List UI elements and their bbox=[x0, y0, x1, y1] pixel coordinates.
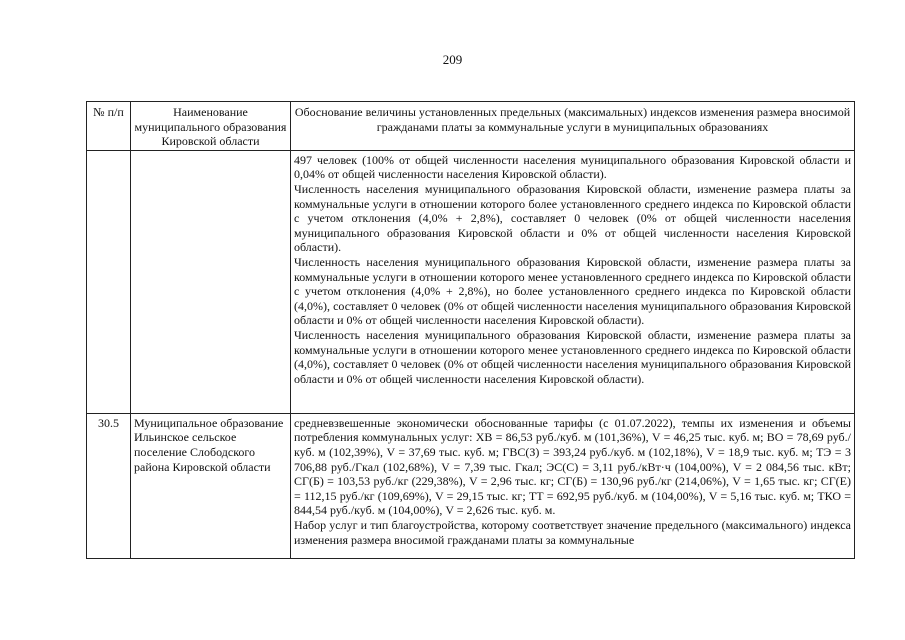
row-justification bbox=[291, 413, 855, 558]
header-justification: Обоснование величины установленных предельных (максимальных) индексов изменения размера вносимой гражданами платы за коммунальные услуги в муниципальных образованиях bbox=[291, 102, 855, 151]
paragraph: Набор услуг и тип благоустройства, которому соответствует значение предельного (максимального) индекса изменения размера вносимой гражданами платы за коммунальные bbox=[294, 517, 851, 547]
row-num: 30.5 bbox=[87, 413, 131, 558]
header-num: № п/п bbox=[87, 102, 131, 151]
paragraph: Численность населения муниципального образования Кировской области, изменение размера платы за коммунальные услуги в отношении которого менее установленного среднего индекса по Кировской области с учетом отклонения (4,0% + 2,8%), но более установленного среднего индекса по Кировской области (4,0%), составляет 0 человек (0% от общей численности населения муниципального образования Кировской области и 0% от общей численности населения Кировской области). bbox=[294, 254, 851, 328]
row-name bbox=[131, 150, 291, 413]
paragraph: Численность населения муниципального образования Кировской области, изменение размера платы за коммунальные услуги в отношении которого менее установленного среднего индекса по Кировской области (4,0%), составляет 0 человек (0% от общей численности населения муниципального образования Кировской области и 0% от общей численности населения Кировской области). bbox=[294, 327, 851, 386]
tariff-table bbox=[86, 101, 855, 559]
paragraph: 497 человек (100% от общей численности населения муниципального образования Кировской области и 0,04% от общей численности населения Кировской области). bbox=[294, 152, 851, 182]
row-justification bbox=[291, 150, 855, 413]
table-row bbox=[87, 150, 855, 413]
table-header-row bbox=[87, 102, 855, 151]
table-row bbox=[87, 413, 855, 558]
page-number: 209 bbox=[442, 52, 463, 67]
row-name: Муниципальное образование Ильинское сельское поселение Слободского района Кировской области bbox=[131, 413, 291, 558]
paragraph: средневзвешенные экономически обоснованные тарифы (с 01.07.2022), темпы их изменения и объемы потребления коммунальных услуг: ХВ = 86,53 руб./куб. м (101,36%), V = 46,25 тыс. куб. м; ВО = 78,69 руб./куб. м (102,39%), V = 37,69 тыс. куб. м; ГВС(З) = 393,24 руб./куб. м (102,18%), V = 18,9 тыс. куб. м; ТЭ = 3 706,88 руб./Гкал (102,68%), V = 7,39 тыс. Гкал; ЭС(С) = 3,11 руб./кВт·ч (104,00%), V = 2 084,56 тыс. кВт; СГ(Б) = 103,53 руб./кг (229,38%), V = 2,96 тыс. кг; СГ(Б) = 130,96 руб./кг (214,06%), V = 1,65 тыс. кг; СГ(Е) = 112,15 руб./кг (109,69%), V = 29,15 тыс. кг; ТТ = 692,95 руб./куб. м (104,00%), V = 5,16 тыс. куб. м; ТКО = 844,54 руб./куб. м (104,00%), V = 2,626 тыс. куб. м. bbox=[294, 415, 851, 518]
row-num bbox=[87, 150, 131, 413]
header-name: Наименование муниципального образования Кировской области bbox=[131, 102, 291, 151]
paragraph: Численность населения муниципального образования Кировской области, изменение размера платы за коммунальные услуги в отношении которого более установленного среднего индекса по Кировской области с учетом отклонения (4,0% + 2,8%), составляет 0 человек (0% от общей численности населения муниципального образования Кировской области и 0% от общей численности населения Кировской области). bbox=[294, 181, 851, 255]
